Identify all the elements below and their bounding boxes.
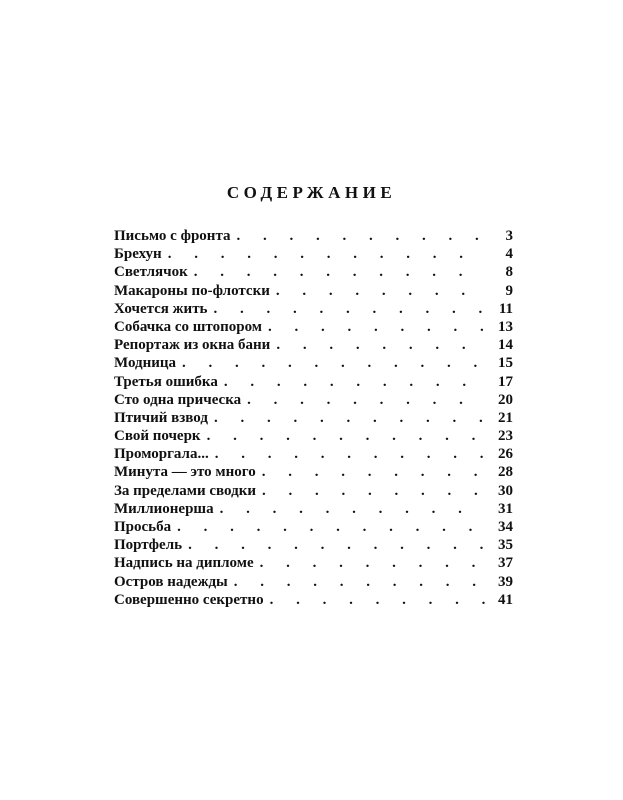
toc-entry: [114, 574, 513, 592]
toc-entry-page: 13: [498, 318, 513, 335]
toc-entry-page: 35: [498, 537, 513, 554]
toc-dot-leader: [214, 410, 485, 427]
toc-entry-title: Просьба: [114, 519, 172, 535]
toc-dot-leader: [194, 264, 485, 281]
toc-entry: [114, 301, 513, 319]
toc-dot-leader: [182, 355, 485, 372]
toc-entry-page: 21: [498, 409, 513, 426]
toc-dot-leader: [262, 464, 485, 481]
toc-dot-leader: [262, 483, 485, 500]
toc-dot-leader: [247, 392, 485, 409]
toc-entry: [114, 501, 513, 519]
toc-entry-page: 9: [505, 282, 513, 299]
toc-entry-title: Хочется жить: [114, 300, 208, 317]
toc-entry: [114, 392, 513, 410]
toc-dot-leader: [177, 519, 485, 536]
toc-dot-leader: [215, 446, 485, 463]
toc-entry-page: 28: [498, 464, 513, 481]
toc-dot-leader: [270, 592, 485, 609]
toc-entry-page: 23: [498, 428, 513, 445]
toc-entry-title: Минута — это много: [114, 464, 256, 481]
toc-entry: [114, 374, 513, 392]
toc-entry: [114, 410, 513, 428]
toc-entry: [114, 283, 513, 301]
toc-entry-title: Остров надежды: [114, 573, 228, 590]
toc-dot-leader: [220, 501, 485, 518]
toc-entry: [114, 246, 513, 264]
toc-entry-title: Светлячок: [114, 264, 188, 281]
toc-entry-page: 30: [498, 482, 513, 499]
toc-entry-page: 3: [505, 228, 513, 244]
toc-entry-title: Собачка со штопором: [114, 318, 263, 335]
toc-dot-leader: [188, 537, 485, 554]
toc-entry-page: 14: [498, 337, 513, 354]
toc-entry: [114, 537, 513, 555]
toc-entry-title: Миллионерша: [114, 500, 214, 517]
toc-entry-page: 41: [498, 591, 513, 608]
toc-dot-leader: [224, 374, 485, 391]
toc-entry-title: Совершенно секретно: [114, 591, 264, 608]
toc-entry: [114, 355, 513, 373]
toc-entry: [114, 483, 513, 501]
toc-entry-page: 4: [505, 246, 513, 263]
toc-entry: [114, 446, 513, 464]
table-of-contents: [114, 228, 513, 610]
toc-entry: [114, 319, 513, 337]
toc-entry-title: Брехун: [114, 246, 162, 263]
toc-entry: [114, 428, 513, 446]
toc-entry: [114, 555, 513, 573]
toc-entry-title: Макароны по-флотски: [114, 282, 270, 299]
toc-dot-leader: [268, 319, 485, 336]
toc-entry-title: Сто одна прическа: [114, 391, 242, 408]
toc-entry-title: Надпись на дипломе: [114, 555, 254, 572]
toc-dot-leader: [276, 337, 485, 354]
toc-entry-title: За пределами сводки: [114, 482, 256, 499]
toc-entry-page: 34: [498, 519, 513, 535]
toc-entry-title: Свой почерк: [114, 428, 201, 445]
toc-entry-page: 15: [498, 355, 513, 372]
toc-dot-leader: [260, 555, 485, 572]
toc-entry: [114, 228, 513, 246]
toc-entry-title: Репортаж из окна бани: [114, 337, 271, 354]
toc-entry: [114, 264, 513, 282]
toc-dot-leader: [234, 574, 485, 591]
toc-entry-page: 39: [498, 573, 513, 590]
toc-entry-page: 31: [498, 500, 513, 517]
toc-entry-page: 37: [498, 555, 513, 572]
toc-entry-page: 8: [505, 264, 513, 281]
toc-dot-leader: [168, 246, 485, 263]
contents-heading: СОДЕРЖАНИЕ: [226, 183, 397, 202]
toc-entry: [114, 519, 513, 537]
toc-dot-leader: [207, 428, 485, 445]
toc-dot-leader: [214, 301, 486, 318]
toc-entry-title: Модница: [114, 355, 177, 372]
toc-dot-leader: [276, 283, 485, 300]
toc-entry-title: Портфель: [114, 537, 183, 554]
toc-entry-page: 26: [498, 446, 513, 463]
toc-entry-page: 17: [498, 373, 513, 390]
toc-entry-page: 20: [498, 391, 513, 408]
toc-dot-leader: [237, 228, 486, 245]
toc-entry-title: Письмо с фронта: [114, 228, 231, 244]
toc-entry-title: Птичий взвод: [114, 409, 208, 426]
toc-entry-title: Третья ошибка: [114, 373, 218, 390]
toc-entry: [114, 337, 513, 355]
toc-entry-title: Проморгала...: [114, 446, 209, 463]
toc-entry-page: 11: [498, 300, 513, 317]
toc-entry: [114, 464, 513, 482]
toc-entry: [114, 592, 513, 610]
